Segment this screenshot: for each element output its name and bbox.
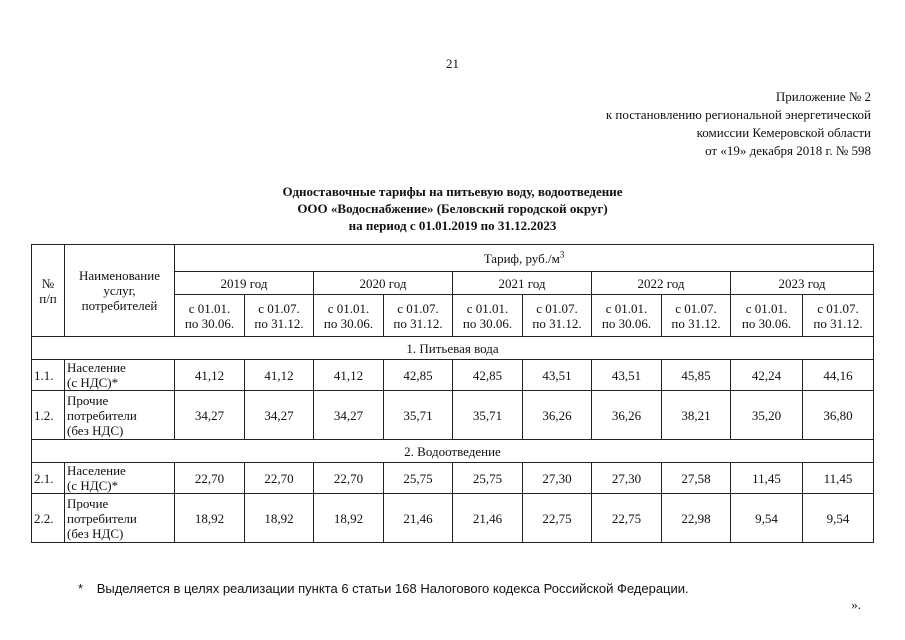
- tariff-value: 35,20: [731, 391, 803, 440]
- header-period: [523, 295, 592, 337]
- appendix-line: к постановлению региональной энергетической: [605, 107, 871, 122]
- tariff-value: 34,27: [314, 391, 384, 440]
- table-row: [32, 494, 874, 543]
- tariff-value: 21,46: [384, 494, 453, 543]
- tariff-table: [31, 244, 874, 543]
- header-period: [314, 295, 384, 337]
- row-name-line: (с НДС)*: [67, 478, 119, 493]
- title-line: Одноставочные тарифы на питьевую воду, водоотведение: [282, 184, 623, 199]
- section-title: 2. Водоотведение: [32, 440, 874, 463]
- tariff-value: 25,75: [384, 463, 453, 494]
- row-name-line: потребители: [67, 407, 137, 423]
- row-name: [65, 494, 175, 543]
- tariff-value: 22,70: [175, 463, 245, 494]
- tariff-value: 45,85: [662, 360, 731, 391]
- tariff-value: 41,12: [175, 360, 245, 391]
- table-row: [32, 360, 874, 391]
- title-line: на период с 01.01.2019 по 31.12.2023: [348, 218, 557, 233]
- document-title: [0, 183, 905, 234]
- tariff-value: 22,75: [592, 494, 662, 543]
- tariff-value: 25,75: [453, 463, 523, 494]
- tariff-value: 43,51: [592, 360, 662, 391]
- header-tariff: [175, 245, 874, 272]
- section-title: 1. Питьевая вода: [32, 337, 874, 360]
- footnote: [78, 581, 689, 596]
- header-period-line: по 30.06.: [741, 315, 792, 331]
- header-num-line: п/п: [39, 290, 57, 306]
- header-period: [803, 295, 874, 337]
- header-period: [453, 295, 523, 337]
- footnote-star: *: [78, 581, 84, 596]
- tariff-value: 27,30: [592, 463, 662, 494]
- tariff-value: 35,71: [384, 391, 453, 440]
- row-name: [65, 463, 175, 494]
- header-period-line: с 01.01.: [188, 300, 231, 316]
- header-name: Наименование услуг, потребителей: [65, 245, 175, 337]
- row-name-line: потребители: [67, 510, 137, 526]
- header-period-line: с 01.07.: [258, 300, 300, 316]
- tariff-value: 42,85: [384, 360, 453, 391]
- tariff-value: 38,21: [662, 391, 731, 440]
- header-year: 2020 год: [314, 272, 453, 295]
- tariff-value: 35,71: [453, 391, 523, 440]
- row-name-line: (без НДС): [67, 525, 124, 541]
- header-period-line: с 01.07.: [397, 300, 439, 316]
- table-row: [32, 391, 874, 440]
- header-period-line: по 31.12.: [532, 315, 582, 331]
- appendix-line: комиссии Кемеровской области: [696, 125, 871, 140]
- tariff-value: 9,54: [803, 494, 874, 543]
- footnote-text: Выделяется в целях реализации пункта 6 статьи 168 Налогового кодекса Российской Федерации.: [96, 581, 689, 596]
- closing-quote: ».: [851, 597, 861, 612]
- row-name-line: Прочие: [67, 392, 109, 408]
- tariff-value: 22,98: [662, 494, 731, 543]
- header-period-line: с 01.01.: [745, 300, 788, 316]
- tariff-value: 43,51: [523, 360, 592, 391]
- row-name: [65, 360, 175, 391]
- header-num-line: №: [41, 275, 55, 291]
- tariff-value: 36,26: [523, 391, 592, 440]
- header-tariff-label: Тариф, руб./м: [483, 250, 560, 266]
- header-period-line: с 01.01.: [327, 300, 370, 316]
- appendix-line: от «19» декабря 2018 г. № 598: [705, 143, 871, 158]
- header-period: [384, 295, 453, 337]
- header-tariff-sup: 3: [559, 249, 565, 260]
- header-period-line: по 30.06.: [323, 315, 374, 331]
- tariff-value: 21,46: [453, 494, 523, 543]
- tariff-value: 36,26: [592, 391, 662, 440]
- header-num: [32, 245, 65, 337]
- header-period-line: с 01.01.: [605, 300, 648, 316]
- header-period-line: с 01.01.: [466, 300, 509, 316]
- page-number: 21: [446, 56, 459, 71]
- header-period: [245, 295, 314, 337]
- tariff-value: 27,58: [662, 463, 731, 494]
- header-period-line: по 31.12.: [671, 315, 721, 331]
- row-number: 1.2.: [32, 391, 65, 440]
- tariff-value: 18,92: [245, 494, 314, 543]
- table-row: [32, 463, 874, 494]
- row-name: [65, 391, 175, 440]
- header-period: [662, 295, 731, 337]
- header-year: 2019 год: [175, 272, 314, 295]
- header-year: 2022 год: [592, 272, 731, 295]
- tariff-value: 18,92: [175, 494, 245, 543]
- header-period-line: по 30.06.: [601, 315, 652, 331]
- appendix-line: Приложение № 2: [775, 89, 871, 104]
- tariff-value: 36,80: [803, 391, 874, 440]
- header-period: [592, 295, 662, 337]
- tariff-value: 42,85: [453, 360, 523, 391]
- tariff-value: 22,70: [245, 463, 314, 494]
- tariff-value: 27,30: [523, 463, 592, 494]
- tariff-value: 11,45: [803, 463, 874, 494]
- row-number: 1.1.: [32, 360, 65, 391]
- header-period-line: с 01.07.: [536, 300, 578, 316]
- tariff-value: 44,16: [803, 360, 874, 391]
- tariff-value: 9,54: [731, 494, 803, 543]
- row-name-line: (с НДС)*: [67, 375, 119, 390]
- row-name-line: Прочие: [67, 495, 109, 511]
- title-line: ООО «Водоснабжение» (Беловский городской округ): [297, 201, 608, 216]
- header-period: [175, 295, 245, 337]
- row-number: 2.2.: [32, 494, 65, 543]
- tariff-value: 34,27: [245, 391, 314, 440]
- tariff-value: 41,12: [314, 360, 384, 391]
- header-period-line: по 30.06.: [184, 315, 235, 331]
- tariff-value: 34,27: [175, 391, 245, 440]
- tariff-value: 41,12: [245, 360, 314, 391]
- row-name-line: (без НДС): [67, 422, 124, 438]
- header-period: [731, 295, 803, 337]
- tariff-value: 22,70: [314, 463, 384, 494]
- row-name-line: Население: [67, 360, 126, 375]
- header-period-line: по 31.12.: [393, 315, 443, 331]
- header-period-line: по 30.06.: [462, 315, 513, 331]
- header-period-line: по 31.12.: [254, 315, 304, 331]
- tariff-value: 18,92: [314, 494, 384, 543]
- tariff-value: 22,75: [523, 494, 592, 543]
- header-period-line: с 01.07.: [675, 300, 717, 316]
- row-number: 2.1.: [32, 463, 65, 494]
- tariff-value: 11,45: [731, 463, 803, 494]
- header-period-line: по 31.12.: [813, 315, 863, 331]
- row-name-line: Население: [67, 463, 126, 478]
- tariff-value: 42,24: [731, 360, 803, 391]
- header-year: 2021 год: [453, 272, 592, 295]
- header-year: 2023 год: [731, 272, 874, 295]
- header-period-line: с 01.07.: [817, 300, 859, 316]
- appendix-block: [511, 88, 871, 160]
